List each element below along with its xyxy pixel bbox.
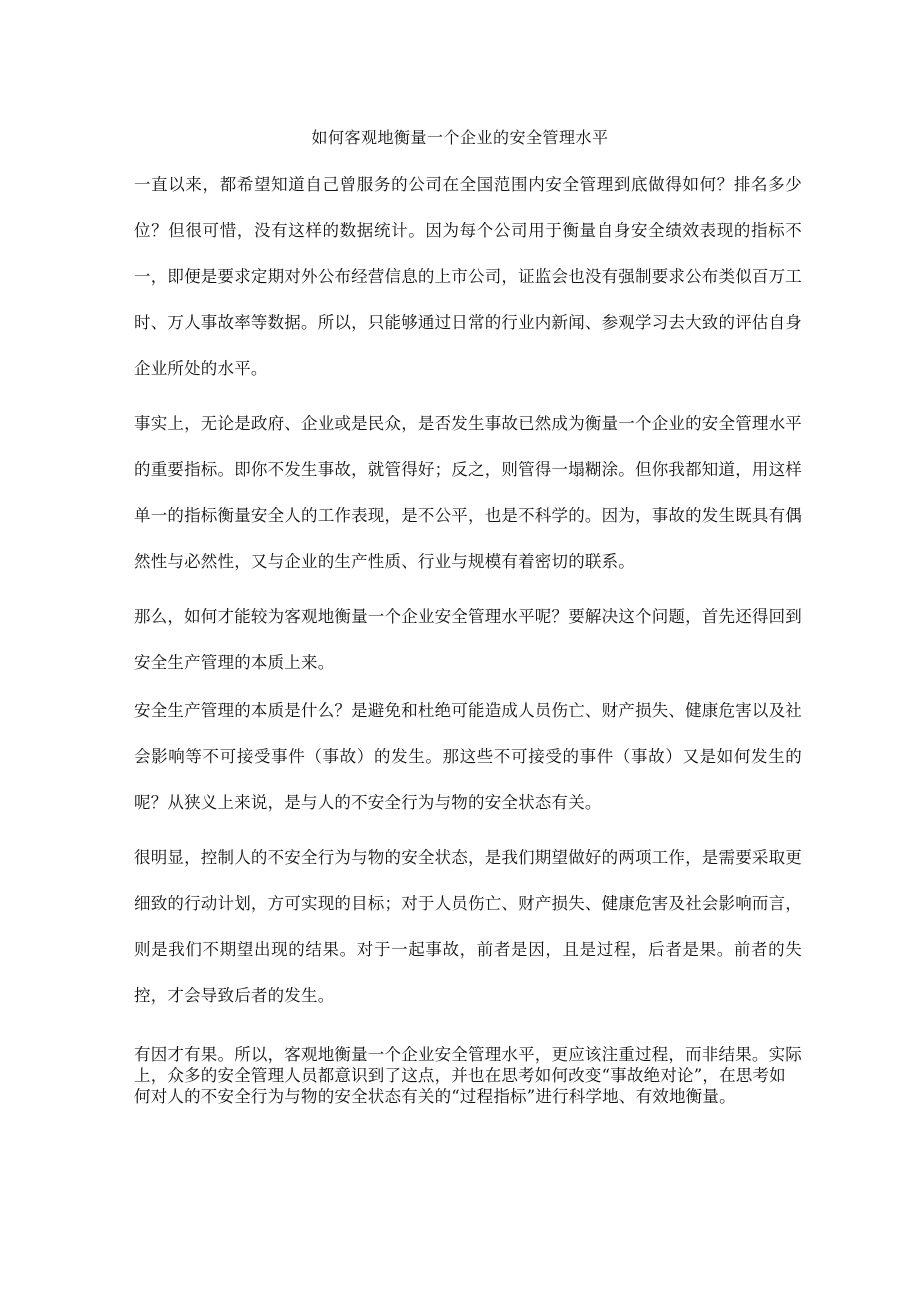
paragraph-1: 一直以来，都希望知道自己曾服务的公司在全国范围内安全管理到底做得如何？排名多少位？但很可惜，没有这样的数据统计。因为每个公司用于衡量自身安全绩效表现的指标不一，即便是要求定期对外公布经营信息的上市公司，证监会也没有强制要求公布类似百万工时、万人事故率等数据。所以，只能够通过日常的行业内新闻、参观学习去大致的评估自身企业所处的水平。	[134, 175, 802, 378]
paragraph-6: 有因才有果。所以，客观地衡量一个企业安全管理水平，更应该注重过程，而非结果。实际上，众多的安全管理人员都意识到了这点，并也在思考如何改变“事故绝对论”，在思考如何对人的不安全行为与物的安全状态有关的“过程指标”进行科学地、有效地衡量。	[134, 1045, 802, 1106]
paragraph-2: 事实上，无论是政府、企业或是民众，是否发生事故已然成为衡量一个企业的安全管理水平的重要指标。即你不发生事故，就管得好；反之，则管得一塌糊涂。但你我都知道，用这样单一的指标衡量安全人的工作表现，是不公平，也是不科学的。因为，事故的发生既具有偶然性与必然性，又与企业的生产性质、行业与规模有着密切的联系。	[134, 414, 802, 571]
document-title: 如何客观地衡量一个企业的安全管理水平	[311, 128, 609, 147]
paragraph-4: 安全生产管理的本质是什么？是避免和杜绝可能造成人员伤亡、财产损失、健康危害以及社会影响等不可接受事件（事故）的发生。那这些不可接受的事件（事故）又是如何发生的呢？从狭义上来说，是与人的不安全行为与物的安全状态有关。	[134, 701, 802, 812]
paragraph-3: 那么，如何才能较为客观地衡量一个企业安全管理水平呢？要解决这个问题，首先还得回到安全生产管理的本质上来。	[134, 607, 802, 672]
paragraph-5: 很明显，控制人的不安全行为与物的安全状态，是我们期望做好的两项工作，是需要采取更细致的行动计划，方可实现的目标；对于人员伤亡、财产损失、健康危害及社会影响而言，则是我们不期望出现的结果。对于一起事故，前者是因，且是过程，后者是果。前者的失控，才会导致后者的发生。	[134, 848, 802, 1005]
